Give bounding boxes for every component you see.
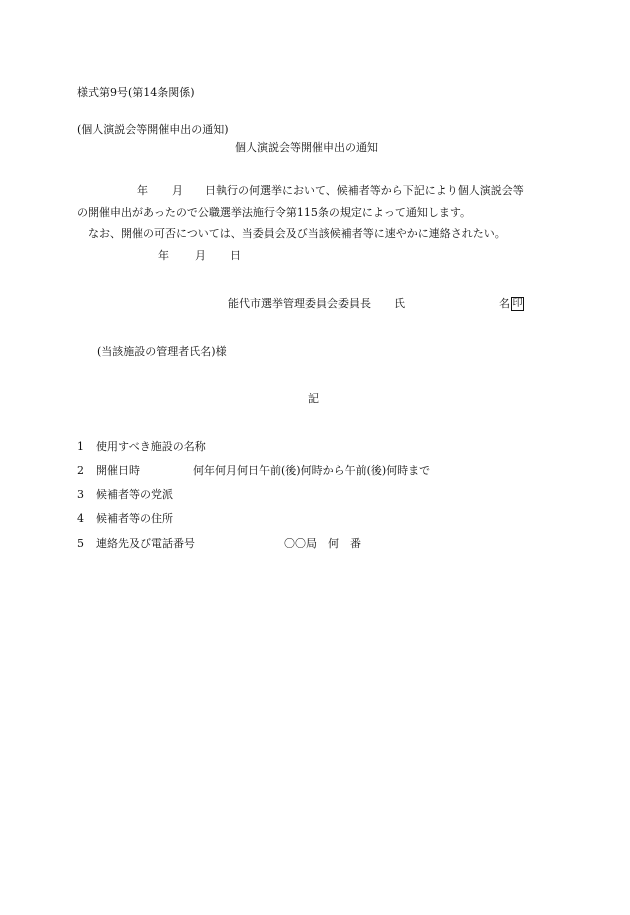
- item-label: 使用すべき施設の名称: [96, 440, 206, 453]
- body-line-1-text: 日執行の何選挙において、候補者等から下記により個人演説会等: [205, 184, 524, 197]
- item-value: 何年何月何日午前(後)何時から午前(後)何時まで: [193, 464, 431, 477]
- item-number: 3: [77, 488, 84, 501]
- list-item: [77, 512, 173, 526]
- body-line-1: [137, 184, 524, 198]
- addressee: (当該施設の管理者氏名)様: [97, 345, 227, 358]
- body-line-3: なお、開催の可否については、当委員会及び当該候補者等に速やかに連絡されたい。: [88, 227, 506, 240]
- ki-heading: 記: [308, 392, 319, 405]
- item-label: 連絡先及び電話番号: [96, 537, 195, 550]
- date-year-label: 年: [158, 249, 169, 262]
- document-title: 個人演説会等開催申出の通知: [235, 141, 378, 154]
- item-number: 2: [77, 464, 84, 477]
- item-label: 候補者等の党派: [96, 488, 173, 501]
- item-label: 開催日時: [96, 464, 140, 477]
- date-month-label: 月: [195, 249, 206, 262]
- item-value: 〇〇局 何 番: [284, 537, 361, 550]
- seal-icon: 印: [512, 298, 523, 309]
- list-item: [77, 464, 140, 478]
- form-number: 様式第9号(第14条関係): [77, 86, 195, 99]
- sender-mei-label: 名: [499, 297, 510, 310]
- body-year-label: 年: [137, 184, 148, 197]
- list-item: [77, 488, 173, 502]
- item-number: 5: [77, 537, 84, 550]
- sender-shi: 氏: [394, 297, 405, 310]
- list-item: [77, 440, 206, 454]
- body-month-label: 月: [172, 184, 183, 197]
- document-subtitle: (個人演説会等開催申出の通知): [77, 123, 229, 136]
- item-number: 4: [77, 512, 84, 525]
- item-number: 1: [77, 440, 84, 453]
- date-day-label: 日: [230, 249, 241, 262]
- body-line-2: の開催申出があったので公職選挙法施行令第115条の規定によって通知します。: [77, 206, 472, 219]
- item-label: 候補者等の住所: [96, 512, 173, 525]
- list-item: [77, 537, 195, 551]
- issue-date: [158, 249, 241, 263]
- sender-mei: [499, 297, 524, 311]
- sender-title: 能代市選挙管理委員会委員長: [228, 297, 371, 310]
